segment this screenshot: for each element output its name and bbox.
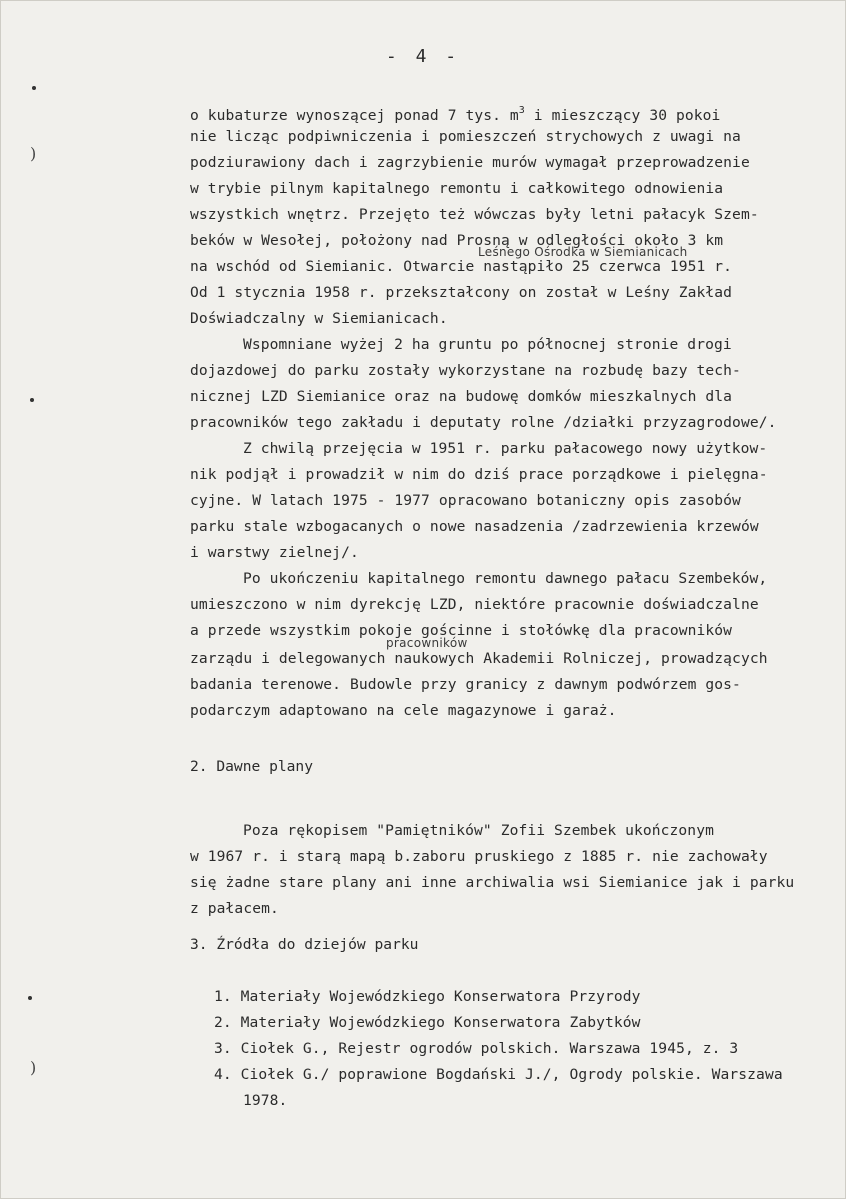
text-line: nie licząc podpiwniczenia i pomieszczeń strychowych z uwagi na: [190, 128, 741, 145]
text-line: podziurawiony dach i zagrzybienie murów wymagał przeprowadzenie: [190, 154, 750, 171]
source-item: 3. Ciołek G., Rejestr ogrodów polskich. Warszawa 1945, z. 3: [214, 1040, 739, 1057]
text-line: z pałacem.: [190, 900, 279, 917]
text-line: i warstwy zielnej/.: [190, 544, 359, 561]
text-line: umieszczono w nim dyrekcję LZD, niektóre pracownie doświadczalne: [190, 596, 759, 613]
text-line: w trybie pilnym kapitalnego remontu i całkowitego odnowienia: [190, 180, 724, 197]
source-item: 2. Materiały Wojewódzkiego Konserwatora Zabytków: [214, 1014, 641, 1031]
text-line: nicznej LZD Siemianice oraz na budowę domków mieszkalnych dla: [190, 388, 733, 405]
text-line: Doświadczalny w Siemianicach.: [190, 310, 448, 327]
text-line: Od 1 stycznia 1958 r. przekształcony on został w Leśny Zakład: [190, 284, 733, 301]
text-line: pracowników tego zakładu i deputaty rolne /działki przyzagrodowe/.: [190, 414, 777, 431]
text-line: w 1967 r. i starą mapą b.zaboru pruskiego z 1885 r. nie zachowały: [190, 848, 768, 865]
text-line: o kubaturze wynoszącej ponad 7 tys. $m^3$ i mieszczący 30 pokoi: [190, 105, 721, 124]
section-heading: 2. Dawne plany: [190, 758, 314, 775]
text-line: na wschód od Siemianic. Otwarcie nastąpiło 25 czerwca 1951 r.: [190, 258, 733, 275]
page-number: - 4 -: [385, 46, 461, 67]
margin-dot: [28, 996, 32, 1000]
text-line: podarczym adaptowano na cele magazynowe i garaż.: [190, 702, 617, 719]
text-line: wszystkich wnętrz. Przejęto też wówczas były letni pałacyk Szem-: [190, 206, 759, 223]
margin-dot: [32, 86, 36, 90]
text-line: cyjne. W latach 1975 - 1977 opracowano botaniczny opis zasobów: [190, 492, 741, 509]
handwritten-annotation: pracowników: [386, 636, 468, 650]
text-line: badania terenowe. Budowle przy granicy z dawnym podwórzem gos-: [190, 676, 741, 693]
text-line: dojazdowej do parku zostały wykorzystane na rozbudę bazy tech-: [190, 362, 741, 379]
section-heading: 3. Źródła do dziejów parku: [190, 936, 419, 953]
source-item: 1. Materiały Wojewódzkiego Konserwatora Przyrody: [214, 988, 641, 1005]
margin-bracket: ): [30, 1058, 37, 1077]
text-line: nik podjął i prowadził w nim do dziś prace porządkowe i pielęgna-: [190, 466, 768, 483]
source-item: 1978.: [243, 1092, 288, 1109]
margin-bracket: ): [30, 144, 37, 163]
text-line: Poza rękopisem "Pamiętników" Zofii Szembek ukończonym: [243, 822, 714, 839]
text-line: się żadne stare plany ani inne archiwalia wsi Siemianice jak i parku: [190, 874, 795, 891]
text-line: a przede wszystkim pokoje gościnne i stołówkę dla pracowników: [190, 622, 733, 639]
text-line: Po ukończeniu kapitalnego remontu dawnego pałacu Szembeków,: [243, 570, 768, 587]
source-item: 4. Ciołek G./ poprawione Bogdański J./, Ogrody polskie. Warszawa: [214, 1066, 783, 1083]
handwritten-annotation: Leśnego Ośrodka w Siemianicach: [478, 245, 688, 259]
text-line: beków w Wesołej, położony nad Prosną w odległości około 3 km: [190, 232, 724, 249]
text-line: zarządu i delegowanych naukowych Akademii Rolniczej, prowadzących: [190, 650, 768, 667]
text-line: Z chwilą przejęcia w 1951 r. parku pałacowego nowy użytkow-: [243, 440, 768, 457]
text-line: parku stale wzbogacanych o nowe nasadzenia /zadrzewienia krzewów: [190, 518, 759, 535]
text-line: Wspomniane wyżej 2 ha gruntu po północnej stronie drogi: [243, 336, 732, 353]
margin-dot: [30, 398, 34, 402]
